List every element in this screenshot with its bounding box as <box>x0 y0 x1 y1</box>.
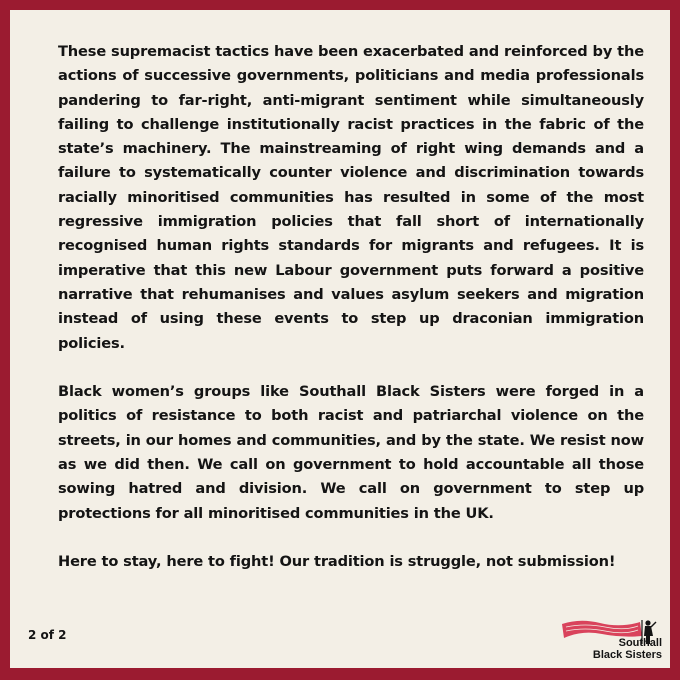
paragraph-1: These supremacist tactics have been exacerbated and reinforced by the actions of successive governments, politicians and media professionals pandering to far-right, anti-migrant sentiment while simultaneously failing to challenge institutionally racist practices in the fabric of the state’s machinery. The mainstreaming of right wing demands and a failure to systematically counter violence and discrimination towards racially minoritised communities has resulted in some of the most regressive immigration policies that fall short of internationally recognised human rights standards for migrants and refugees. It is imperative that this new Labour government puts forward a positive narrative that rehumanises and values asylum seekers and migration instead of using these events to step up draconian immigration policies. <box>58 43 644 352</box>
page-indicator: 2 of 2 <box>28 628 67 642</box>
logo-line-1: Southall <box>618 637 662 649</box>
statement-body <box>58 40 644 575</box>
document-card <box>10 10 670 668</box>
paragraph-2: Black women’s groups like Southall Black Sisters were forged in a politics of resistance to both racist and patriarchal violence on the streets, in our homes and communities, and by the state. We resist now as we did then. We call on government to hold accountable all those sowing hatred and division. We call on government to step up protections for all minoritised communities in the UK. <box>58 383 644 522</box>
logo-line-2: Black Sisters <box>592 648 662 661</box>
logo-wordmark <box>572 638 662 661</box>
paragraph-3: Here to stay, here to fight! Our tradition is struggle, not submission! <box>58 553 616 571</box>
southall-black-sisters-logo <box>560 614 668 666</box>
